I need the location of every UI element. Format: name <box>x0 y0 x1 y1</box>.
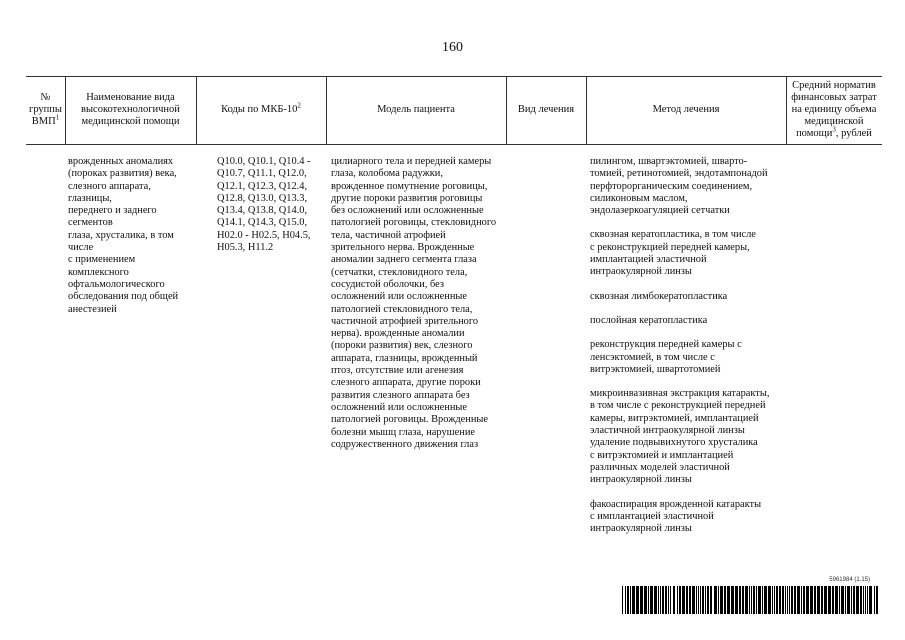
method-item: микроинвазивная экстракция катаракты, в том числе с реконструкцией передней камеры, витрэктомией, имплантацией эластичной интраокулярной линзы удаление подвывихнутого хрусталика с витрэктомией и имплантацией различных моделей эластичной интраокулярной линзы <box>590 388 770 486</box>
treatment-method-cell <box>590 156 790 547</box>
footnote-mark: 3 <box>832 125 836 134</box>
header-care-type: Наименование вида высокотехнологичной медицинской помощи <box>81 92 180 127</box>
method-item: пилингом, швартэктомией, шварто- томией, ретинотомией, эндотампонадой перфторорганическим соединением, силиконовым маслом, эндолазеркоагуляцией сетчатки <box>590 156 768 217</box>
footnote-mark: 1 <box>55 113 60 122</box>
header-treatment-type: Вид лечения <box>517 104 575 115</box>
header-treatment-method: Метод лечения <box>652 104 720 115</box>
method-item: сквозная кератопластика, в том числе с реконструкцией передней камеры, имплантацией эластичной интраокулярной линзы <box>590 229 756 278</box>
header-icd-codes-text: Коды по МКБ-10 <box>221 104 298 115</box>
header-group-number-text: № группы ВМП <box>29 92 62 127</box>
header-cost-norm-tail: , рублей <box>835 128 872 139</box>
header-group-number <box>26 76 65 144</box>
header-icd-codes <box>196 76 326 144</box>
footnote-mark: 2 <box>297 101 301 110</box>
header-cost-norm <box>786 76 882 144</box>
page-number: 160 <box>442 40 463 55</box>
method-item: сквозная лимбокератопластика <box>590 290 728 302</box>
care-type-cell: врожденных аномалиях (пороках развития) века, слезного аппарата, глазницы, переднего и заднего сегментов глаза, хрусталика, в том числе с применением комплексного офтальмологического обследования под общей анестезией <box>68 156 179 315</box>
patient-model-cell: цилиарного тела и передней камеры глаза, колобома радужки, врожденное помутнение роговицы, другие пороки развития роговицы без осложнений или осложненные патологией роговицы, стекловидного тела, частичной атрофией зрительного нерва. Врожденные аномалии заднего сегмента глаза (сетчатки, стекловидного тела, сосудистой оболочки, без осложнений или осложненные патологией стекловидного тела, частичной атрофией зрительного нерва). врожденные аномалии (пороки развития) век, слезного аппарата, глазницы, врожденный птоз, отсутствие или агенезия слезного аппарата, другие пороки развития слезного аппарата без осложнений или осложненные патологией роговицы. Врожденные болезни мышц глаза, нарушение содружественного движения глаз <box>331 156 497 450</box>
barcode-bars <box>622 586 878 614</box>
barcode-code: 5961984 (1.15) <box>829 577 870 583</box>
header-cost-norm-text: Средний норматив финансовых затрат на единицу объема медицинской помощи <box>791 80 877 139</box>
document-barcode <box>622 577 878 610</box>
header-patient-model: Модель пациента <box>377 104 455 115</box>
icd-codes-cell: Q10.0, Q10.1, Q10.4 - Q10.7, Q11.1, Q12.0, Q12.1, Q12.3, Q12.4, Q12.8, Q13.0, Q13.3, Q13.4, Q13.8, Q14.0, Q14.1, Q14.3, Q15.0, H02.0 - H02.5, H04.5, H05.3, H11.2 <box>217 156 311 254</box>
table-header-bottom-rule <box>26 144 882 145</box>
method-item: факоаспирация врожденной катаракты с имплантацией эластичной интраокулярной линзы <box>590 498 762 535</box>
method-item: реконструкция передней камеры с ленсэктомией, в том числе с витрэктомией, швартотомией <box>590 339 742 375</box>
method-item: послойная кератопластика <box>590 314 708 326</box>
